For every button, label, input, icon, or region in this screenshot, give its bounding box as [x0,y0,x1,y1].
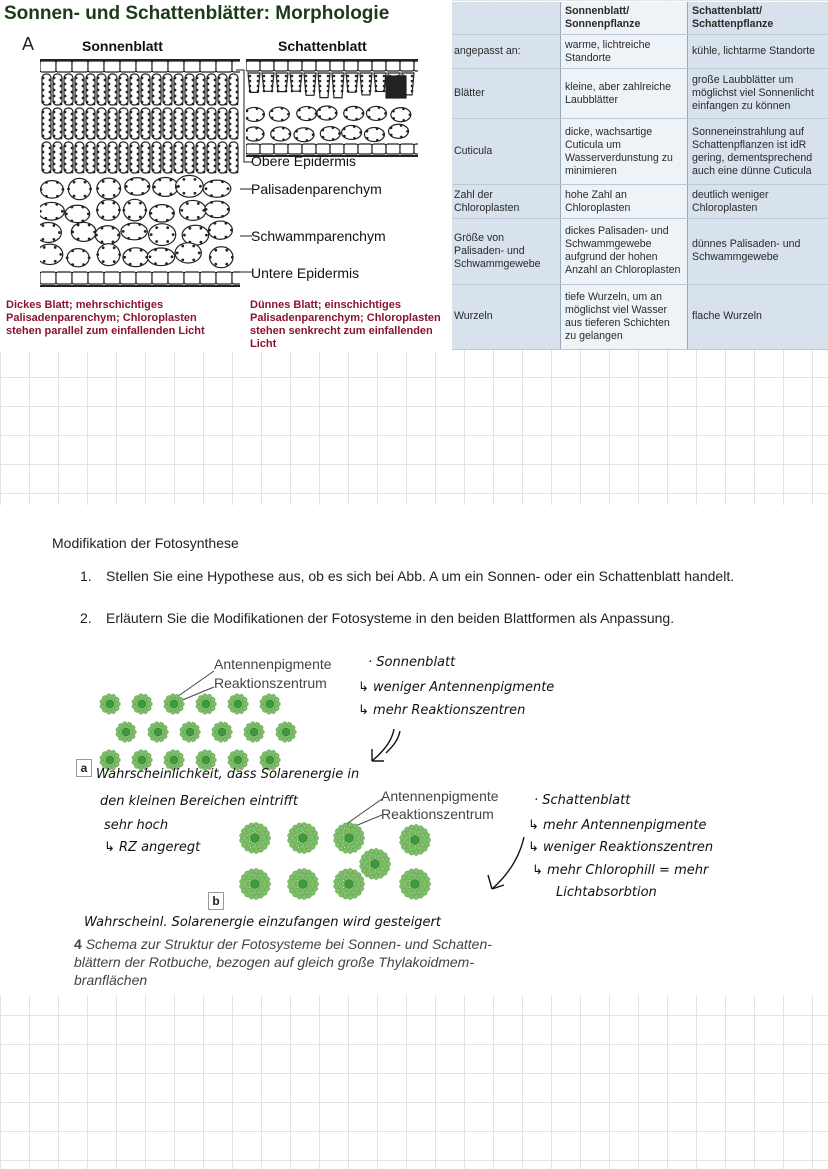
figure-letter: A [22,34,35,54]
sun-leaf-caption: Dickes Blatt; mehrschichtiges Palisadenparenchym; Chloroplasten stehen parallel zum einfallenden Licht [6,299,205,337]
note-sun-2: ↳ mehr Reaktionszentren [358,703,526,718]
table-header-cell: Schattenblatt/ Schattenpflanze [688,2,828,35]
table-cell: flache Wurzeln [688,284,828,349]
table-cell: angepasst an: [452,35,561,69]
table-cell: dicke, wachsartige Cuticula um Wasserverdunstung zu minimieren [561,119,688,184]
hand-arrow-down-left [364,727,404,767]
note-shade-2: ↳ weniger Reaktionszentren [528,840,714,855]
note-sun-1: ↳ weniger Antennenpigmente [358,680,555,695]
table-cell: tiefe Wurzeln, um an möglichst viel Wasser aus tieferen Schichten zu gelangen [561,284,688,349]
label-spongy-parenchyma: Schwammparenchym [251,228,386,244]
label-upper-epidermis: Obere Epidermis [251,153,357,169]
table-cell: Größe von Palisaden- und Schwammgewebe [452,219,561,284]
shade-leaf-caption: Dünnes Blatt; einschichtiges Palisadenparenchym; Chloroplasten stehen senkrecht zum einfallenden Licht [250,299,441,350]
sun-leaf-heading: Sonnenblatt [82,38,163,54]
table-row [452,119,828,184]
table-cell: kühle, lichtarme Standorte [688,35,828,69]
figure-title: Sonnen- und Schattenblätter: Morphologie [4,3,390,24]
label-lower-epidermis: Untere Epidermis [251,265,360,281]
schema-b-reaction-label: Reaktionszentrum [381,806,494,822]
label-palisade-parenchyma: Palisadenparenchym [251,181,382,197]
schema-panel-a-label: a [76,759,92,777]
shade-leaf-heading: Schattenblatt [278,38,367,54]
schema-b-antenna-label: Antennenpigmente [381,788,499,804]
schema-panel-b-label: b [208,892,224,910]
note-sun-title: · Sonnenblatt [368,655,456,670]
task-number: 1. [80,568,92,584]
note-probability-2: den kleinen Bereichen eintrifft [100,794,298,809]
table-cell: dickes Palisaden- und Schwammgewebe aufgrund der hohen Anzahl an Chloroplasten [561,219,688,284]
task-text: Stellen Sie eine Hypothese aus, ob es sich bei Abb. A um ein Sonnen- oder ein Schattenblatt handelt. [106,568,735,584]
comparison-table [452,2,828,350]
table-header-row [452,2,828,35]
table-cell: Blätter [452,69,561,119]
note-probability-1: Wahrscheinlichkeit, dass Solarenergie in [96,767,360,782]
schema-b-photosystems [225,820,450,910]
task-number: 2. [80,610,92,626]
table-cell: hohe Zahl an Chloroplasten [561,184,688,218]
sun-leaf-cross-section [40,58,240,288]
table-row [452,35,828,69]
note-shade-1: ↳ mehr Antennenpigmente [528,818,707,833]
note-shade-3: ↳ mehr Chlorophill = mehr [532,863,709,878]
table-cell: deutlich weniger Chloroplasten [688,184,828,218]
schema-a-reaction-label: Reaktionszentrum [214,675,327,691]
note-probability-4: ↳ RZ angeregt [104,840,201,855]
note-shade-4: Lichtabsorbtion [556,885,657,900]
table-cell: Sonneneinstrahlung auf Schattenpflanzen ist idR gering, dementsprechend auch eine dünne Cuticula [688,119,828,184]
task-2 [80,608,780,630]
figure-4-caption [74,935,524,989]
note-shade-title: · Schattenblatt [534,793,631,808]
table-cell: kleine, aber zahlreiche Laubblätter [561,69,688,119]
table-row [452,219,828,284]
schema-a-photosystems [90,690,310,774]
table-cell: große Laubblätter um möglichst viel Sonnenlicht einfangen zu können [688,69,828,119]
section-title: Modifikation der Fotosynthese [52,535,239,551]
caption-number: 4 [74,936,82,952]
task-1 [80,566,750,610]
shade-leaf-cross-section [246,58,418,158]
table-header-cell: Sonnenblatt/ Sonnenpflanze [561,2,688,35]
table-cell: warme, lichtreiche Standorte [561,35,688,69]
table-row [452,184,828,218]
table-row [452,284,828,349]
schema-a-antenna-label: Antennenpigmente [214,656,332,672]
table-cell: Cuticula [452,119,561,184]
task-text: Erläutern Sie die Modifikationen der Fotosysteme in den beiden Blattformen als Anpassung. [106,610,675,626]
table-cell: dünnes Palisaden- und Schwammgewebe [688,219,828,284]
note-probability-3: sehr hoch [104,818,169,833]
table-cell: Zahl der Chloroplasten [452,184,561,218]
table-row [452,69,828,119]
caption-text: Schema zur Struktur der Fotosysteme bei Sonnen- und Schatten-blättern der Rotbuche, bezogen auf gleich große Thylakoidmem-branflächen [74,936,492,988]
worksheet [0,505,828,995]
note-bottom: Wahrscheinl. Solarenergie einzufangen wird gesteigert [84,915,441,930]
label-leader-lines [236,60,260,280]
leaf-morphology-figure [0,0,452,352]
hand-arrow-down-left-2 [480,835,530,895]
table-cell: Wurzeln [452,284,561,349]
table-header-cell [452,2,561,35]
